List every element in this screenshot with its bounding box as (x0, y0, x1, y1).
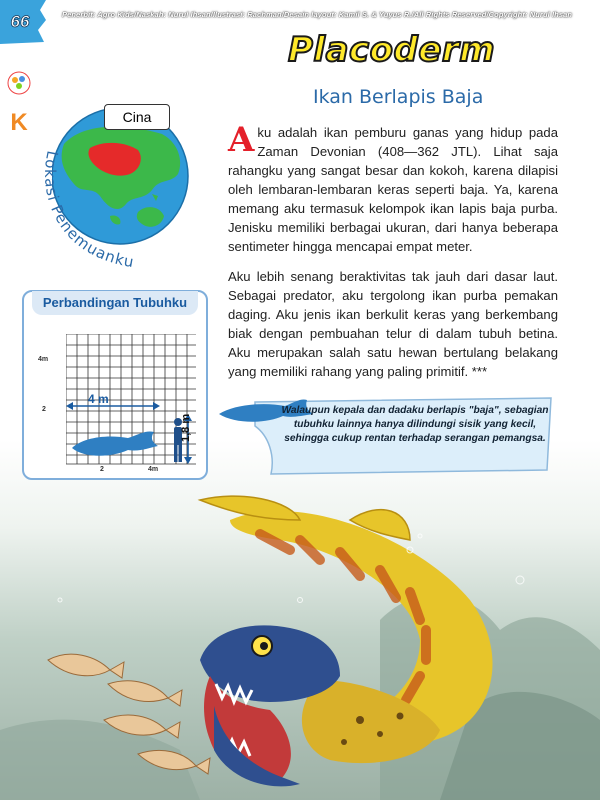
comparison-title: Perbandingan Tubuhku (32, 291, 198, 315)
x-tick-2: 2 (100, 466, 104, 473)
x-tick-4m: 4m (148, 466, 159, 473)
size-comparison-panel (22, 290, 208, 480)
human-height-label: 1,8 m (180, 413, 192, 442)
drop-cap: A (228, 120, 255, 160)
location-caption-text: Lokasi Penemuanku (41, 149, 136, 272)
fish-silhouette (72, 431, 158, 455)
page-number-badge (0, 0, 48, 44)
page-number: 66 (10, 12, 30, 31)
fish-length-label: 4 m (88, 392, 109, 406)
location-caption (30, 140, 180, 280)
paragraph-1-text: ku adalah ikan pemburu ganas yang hidup pada Zaman Devonian (408—362 JTL). Lihat saja rahangku yang sangat besar dan kokoh, karena dilapisi oleh lembaran-lembaran keras seperti baja. Ya, karena memang aku termasuk kelompok ikan lapis baja purba. Jenisku memiliki berbagai ukuran, dari hanya beberapa sentimeter hingga mencapai empat meter. (228, 125, 558, 254)
placoderm-illustration (0, 480, 600, 800)
y-tick-2: 2 (42, 406, 46, 413)
page-title: Placoderm (288, 30, 496, 70)
callout-text: Walaupun kepala dan dadaku berlapis "baja", sebagian tubuhku lainnya hanya dilindungi sisik yang kecil, sehingga cukup rentan terhadap serangan pemangsa. (281, 405, 549, 444)
credits-line: Penerbit: Agro Kids/Naskah: Nurul Ihsan/Ilustrasi: Rachman/Desain layout: Kamil S. & Yuyus R./All Rights Reserved/Copyright: Nurul Ihsan (62, 10, 573, 19)
svg-text:Lokasi Penemuanku (41, 149, 136, 271)
article-paragraph-1 (228, 120, 558, 256)
comparison-grid (66, 334, 198, 466)
publisher-logo (6, 70, 32, 140)
location-label: Cina (104, 104, 170, 130)
page-subtitle: Ikan Berlapis Baja (313, 86, 484, 108)
logo-letter: K (10, 109, 28, 136)
article-paragraph-2: Aku lebih senang beraktivitas tak jauh dari dasar laut. Sebagai predator, aku tergolong ikan purba pemakan daging. Aku jenis ikan berkulit keras yang berkembang biak dengan pembuahan telur di dalam tubuh betina. Aku merupakan salah satu hewan bertulang belakang yang memiliki rahang yang paling primitif. *** (228, 269, 558, 379)
y-tick-4m: 4m (38, 356, 49, 363)
